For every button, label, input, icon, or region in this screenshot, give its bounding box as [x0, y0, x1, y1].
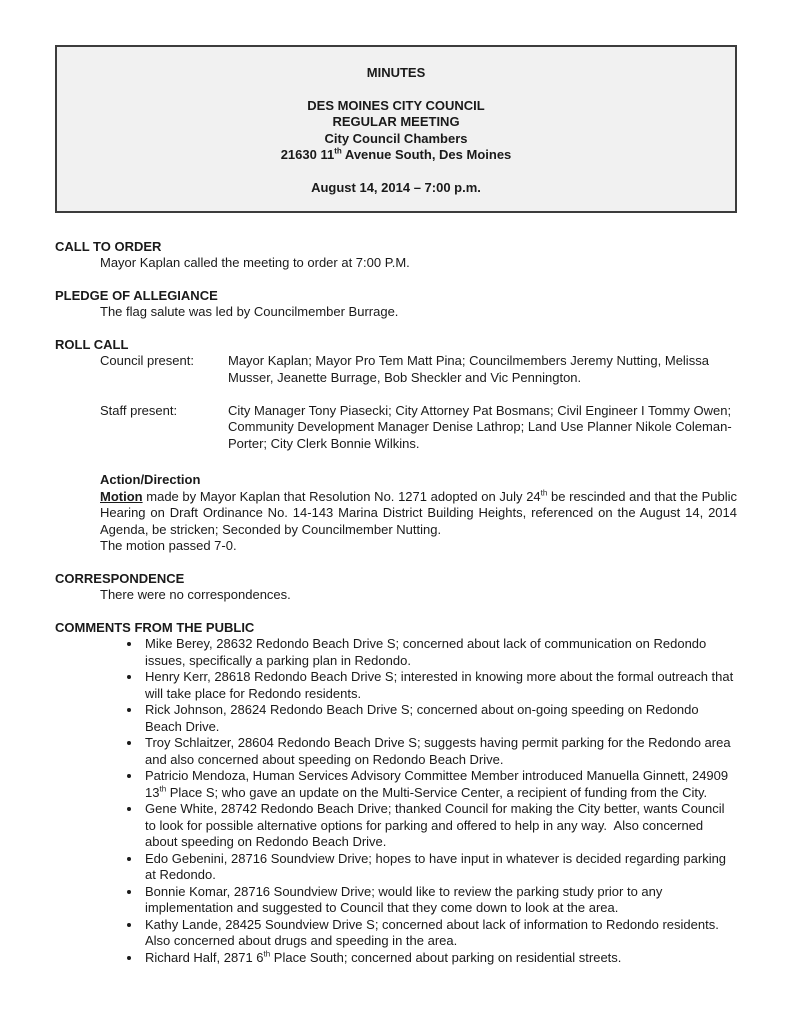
roll-call-row [100, 403, 737, 453]
public-comment-item: • Richard Half, 2871 6th Place South; concerned about parking on residential streets. [142, 950, 737, 967]
roll-call-rows [55, 353, 737, 452]
public-comment-item: • Troy Schlaitzer, 28604 Redondo Beach Drive S; suggests having permit parking for the Redondo area and also concerned about speeding on Redondo Beach Drive. [142, 735, 737, 768]
motion-result: The motion passed 7-0. [100, 538, 237, 553]
section-action-direction [100, 472, 741, 555]
correspondence-heading: CORRESPONDENCE [55, 570, 185, 586]
header-datetime: August 14, 2014 – 7:00 p.m. [311, 180, 481, 195]
action-direction-heading: Action/Direction [100, 472, 201, 487]
document-title: MINUTES [366, 65, 426, 80]
roll-call-label: Council present: [100, 353, 194, 368]
header-org-line: REGULAR MEETING [332, 114, 460, 129]
header-spacer [67, 164, 725, 181]
call-to-order-heading: CALL TO ORDER [55, 238, 162, 254]
pledge-body: The flag salute was led by Councilmember Burrage. [100, 304, 399, 319]
section-public-comments [55, 620, 737, 967]
header-box [55, 45, 737, 213]
roll-call-label: Staff present: [100, 402, 178, 418]
call-to-order-body: Mayor Kaplan called the meeting to order at 7:00 P.M. [100, 255, 410, 270]
public-comment-item: • Patricio Mendoza, Human Services Advisory Committee Member introduced Manuella Ginnett, 24909 13th Place S; who gave an update on the Multi-Service Center, a recipient of funding from the City. [142, 768, 737, 801]
public-comment-item: • Gene White, 28742 Redondo Beach Drive; thanked Council for making the City better, wants Council to look for possible alternative options for parking and offered to help in any way. Also concerned about speeding on Redondo Beach Drive. [142, 801, 737, 851]
header-address: 21630 11th Avenue South, Des Moines [280, 146, 512, 162]
header-org-line: DES MOINES CITY COUNCIL [307, 97, 485, 113]
section-roll-call [55, 337, 737, 453]
public-comments-heading: COMMENTS FROM THE PUBLIC [55, 619, 255, 635]
public-comment-item: • Bonnie Komar, 28716 Soundview Drive; would like to review the parking study prior to any implementation and suggested to Council that they come down to look at the area. [142, 884, 737, 917]
roll-call-text: Mayor Kaplan; Mayor Pro Tem Matt Pina; Councilmembers Jeremy Nutting, Melissa Musser, Jeanette Burrage, Bob Sheckler and Vic Pennington. [228, 353, 709, 385]
public-comments-list [55, 636, 737, 966]
pledge-heading: PLEDGE OF ALLEGIANCE [55, 287, 218, 303]
section-call-to-order [55, 239, 737, 272]
correspondence-body: There were no correspondences. [100, 587, 291, 602]
public-comment-item: • Mike Berey, 28632 Redondo Beach Drive S; concerned about lack of communication on Redondo issues, specifically a parking plan in Redondo. [142, 636, 737, 669]
header-org-lines [67, 98, 725, 148]
section-pledge [55, 288, 737, 321]
motion-paragraph: Motion made by Mayor Kaplan that Resolution No. 1271 adopted on July 24th be rescinded and that the Public Hearing on Draft Ordinance No. 14-143 Marina District Building Heights, referenced on the August 14, 2014 Agenda, be stricken; Seconded by Councilmember Nutting. [100, 488, 741, 537]
header-org-line: City Council Chambers [324, 130, 468, 146]
roll-call-row [100, 353, 737, 386]
section-correspondence [55, 571, 737, 604]
public-comment-item: • Edo Gebenini, 28716 Soundview Drive; hopes to have input in whatever is decided regarding parking at Redondo. [142, 851, 737, 884]
roll-call-heading: ROLL CALL [55, 336, 129, 352]
public-comment-item: • Rick Johnson, 28624 Redondo Beach Drive S; concerned about on-going speeding on Redondo Beach Drive. [142, 702, 737, 735]
roll-call-text: City Manager Tony Piasecki; City Attorney Pat Bosmans; Civil Engineer I Tommy Owen; Community Development Manager Denise Lathrop; Land Use Planner Nikole Coleman-Porter; City Clerk Bonnie Wilkins. [228, 402, 732, 451]
public-comment-item: • Henry Kerr, 28618 Redondo Beach Drive S; interested in knowing more about the formal outreach that will take place for Redondo residents. [142, 669, 737, 702]
public-comment-item: • Kathy Lande, 28425 Soundview Drive S; concerned about lack of information to Redondo residents. Also concerned about drugs and speeding in the area. [142, 917, 737, 950]
